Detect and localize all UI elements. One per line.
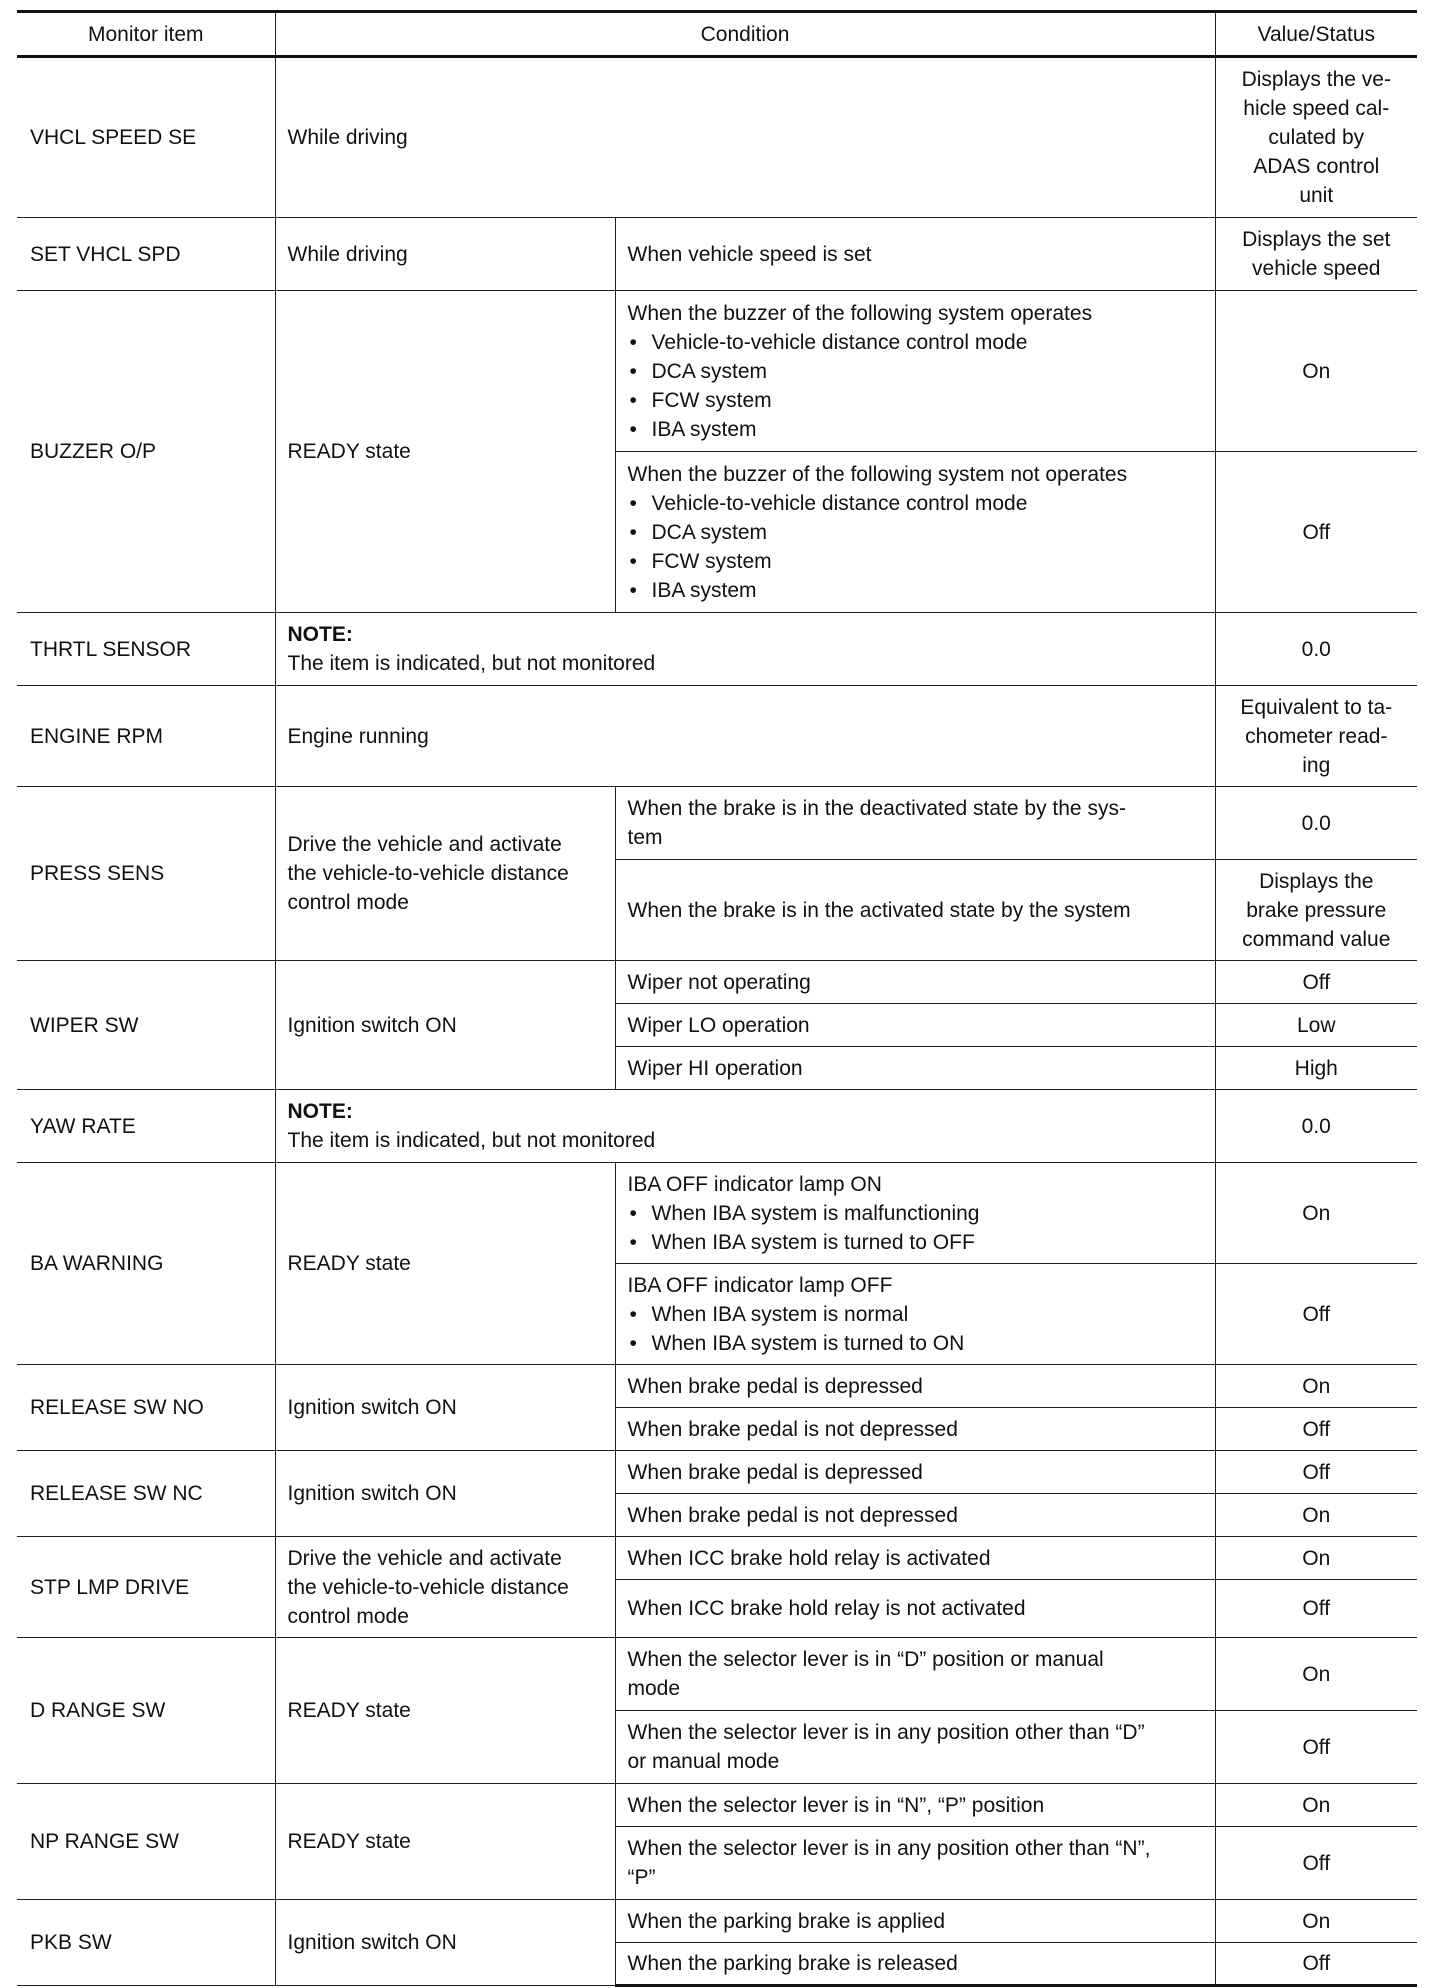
condition-cell: Ignition switch ON [275, 1451, 615, 1537]
subcondition-cell: When brake pedal is not depressed [615, 1494, 1215, 1537]
value-line: vehicle speed [1252, 257, 1381, 280]
value-cell [1215, 218, 1417, 291]
monitor-item-cell: BUZZER O/P [17, 291, 275, 613]
table-row-thrtl-sensor [17, 613, 1417, 686]
bullet-item: • Vehicle-to-vehicle distance control mode [628, 328, 1203, 357]
value-line: unit [1299, 184, 1334, 207]
table-row-np-range-sw [17, 1784, 1417, 1827]
value-line: hicle speed cal- [1243, 97, 1390, 120]
value-cell: 0.0 [1215, 1090, 1417, 1163]
value-cell: Off [1215, 961, 1417, 1004]
subcondition-cell [615, 1638, 1215, 1711]
value-cell: On [1215, 1900, 1417, 1943]
note-text: The item is indicated, but not monitored [287, 1129, 656, 1152]
table-row-buzzer-op [17, 291, 1417, 452]
subcondition-cell [615, 1711, 1215, 1784]
monitor-item-cell: SET VHCL SPD [17, 218, 275, 291]
monitor-item-cell: D RANGE SW [17, 1638, 275, 1784]
bullet-item: • When IBA system is normal [628, 1300, 1203, 1329]
subcondition-intro: When the buzzer of the following system not operates [627, 462, 1128, 486]
value-cell: Off [1215, 1451, 1417, 1494]
subcondition-cell: When vehicle speed is set [615, 218, 1215, 291]
condition-line: control mode [287, 891, 409, 914]
value-cell: Low [1215, 1004, 1417, 1047]
subcondition-cell: When brake pedal is not depressed [615, 1408, 1215, 1451]
subcondition-cell: When the parking brake is released [615, 1943, 1215, 1986]
value-line: Displays the set [1242, 228, 1391, 251]
condition-cell: While driving [275, 57, 1215, 218]
bullet-list [628, 328, 1203, 444]
monitor-item-cell: YAW RATE [17, 1090, 275, 1163]
table-row-wiper-sw [17, 961, 1417, 1004]
subcondition-cell [615, 787, 1215, 860]
subcondition-cell: When the parking brake is applied [615, 1900, 1215, 1943]
subcondition-cell: When the brake is in the activated state by the system [615, 860, 1215, 961]
value-line: Displays the [1259, 869, 1374, 893]
subcondition-cell: Wiper HI operation [615, 1047, 1215, 1090]
bullet-item: • FCW system [628, 386, 1203, 415]
monitor-table-container [17, 10, 1417, 1987]
bullet-item: • When IBA system is turned to OFF [628, 1228, 1203, 1257]
monitor-item-cell: BA WARNING [17, 1163, 275, 1365]
condition-cell: READY state [275, 1784, 615, 1900]
subcondition-line: When the selector lever is in “D” position or manual [627, 1648, 1104, 1671]
subcondition-cell: When brake pedal is depressed [615, 1365, 1215, 1408]
bullet-item: • IBA system [628, 576, 1203, 605]
table-row-yaw-rate [17, 1090, 1417, 1163]
subcondition-line: mode [627, 1677, 681, 1700]
condition-line: the vehicle-to-vehicle distance [287, 1575, 569, 1599]
note-cell [275, 1090, 1215, 1163]
monitor-item-table [17, 10, 1417, 1987]
subcondition-cell [615, 1264, 1215, 1365]
subcondition-line: or manual mode [627, 1750, 780, 1773]
value-line: chometer read- [1245, 724, 1388, 748]
value-cell: On [1215, 1494, 1417, 1537]
subcondition-cell: When the selector lever is in “N”, “P” position [615, 1784, 1215, 1827]
value-cell: Off [1215, 1711, 1417, 1784]
subcondition-cell [615, 291, 1215, 452]
bullet-item: • FCW system [628, 547, 1203, 576]
value-cell: On [1215, 1784, 1417, 1827]
table-row-stp-lmp-drive [17, 1537, 1417, 1580]
condition-cell: Ignition switch ON [275, 1365, 615, 1451]
value-line: command value [1242, 927, 1391, 951]
subcondition-cell [615, 1163, 1215, 1264]
condition-cell [275, 787, 615, 961]
bullet-item: • When IBA system is turned to ON [628, 1329, 1203, 1358]
table-row-release-sw-no [17, 1365, 1417, 1408]
bullet-item: • IBA system [628, 415, 1203, 444]
value-cell: On [1215, 1163, 1417, 1264]
subcondition-cell: Wiper not operating [615, 961, 1215, 1004]
monitor-item-cell: STP LMP DRIVE [17, 1537, 275, 1638]
value-cell [1215, 57, 1417, 218]
table-row-vhcl-speed-se [17, 57, 1417, 218]
header-value-status: Value/Status [1215, 12, 1417, 57]
table-row-ba-warning [17, 1163, 1417, 1264]
value-cell: On [1215, 291, 1417, 452]
subcondition-intro: When the buzzer of the following system operates [627, 301, 1093, 325]
subcondition-intro: IBA OFF indicator lamp ON [627, 1172, 882, 1196]
subcondition-line: When the selector lever is in any position other than “D” [627, 1721, 1145, 1744]
condition-cell: Ignition switch ON [275, 961, 615, 1090]
monitor-item-cell: RELEASE SW NO [17, 1365, 275, 1451]
subcondition-cell: When brake pedal is depressed [615, 1451, 1215, 1494]
bullet-list [628, 1300, 1203, 1358]
value-cell: Off [1215, 1580, 1417, 1638]
monitor-item-cell: RELEASE SW NC [17, 1451, 275, 1537]
value-line: brake pressure [1246, 898, 1387, 922]
subcondition-intro: IBA OFF indicator lamp OFF [627, 1273, 893, 1297]
bullet-list [628, 489, 1203, 605]
monitor-item-cell: THRTL SENSOR [17, 613, 275, 686]
condition-line: Drive the vehicle and activate [287, 833, 562, 856]
condition-cell: READY state [275, 291, 615, 613]
value-line: Displays the ve- [1241, 68, 1391, 91]
monitor-item-cell: NP RANGE SW [17, 1784, 275, 1900]
subcondition-line: When the brake is in the deactivated state by the sys- [627, 797, 1126, 820]
monitor-item-cell: VHCL SPEED SE [17, 57, 275, 218]
table-row-engine-rpm [17, 686, 1417, 787]
condition-cell [275, 1537, 615, 1638]
note-cell [275, 613, 1215, 686]
subcondition-cell: When ICC brake hold relay is activated [615, 1537, 1215, 1580]
bullet-item: • DCA system [628, 518, 1203, 547]
table-row-set-vhcl-spd [17, 218, 1417, 291]
table-row-pkb-sw [17, 1900, 1417, 1943]
condition-cell: While driving [275, 218, 615, 291]
value-line: Equivalent to ta- [1240, 695, 1393, 719]
value-line: ADAS control [1253, 155, 1380, 178]
condition-cell: Ignition switch ON [275, 1900, 615, 1986]
value-line: ing [1302, 753, 1331, 777]
bullet-item: • Vehicle-to-vehicle distance control mode [628, 489, 1203, 518]
value-line: culated by [1268, 126, 1365, 149]
subcondition-line: “P” [627, 1866, 656, 1889]
table-row-press-sens [17, 787, 1417, 860]
header-condition: Condition [275, 12, 1215, 57]
subcondition-line: When the selector lever is in any position other than “N”, [627, 1837, 1151, 1860]
note-label: NOTE: [287, 1100, 353, 1123]
value-cell [1215, 860, 1417, 961]
condition-line: control mode [287, 1604, 409, 1628]
subcondition-line: tem [627, 826, 663, 849]
value-cell: On [1215, 1638, 1417, 1711]
note-text: The item is indicated, but not monitored [287, 652, 656, 675]
value-cell: Off [1215, 1827, 1417, 1900]
header-monitor-item: Monitor item [17, 12, 275, 57]
subcondition-cell: When ICC brake hold relay is not activated [615, 1580, 1215, 1638]
value-cell: Off [1215, 1264, 1417, 1365]
subcondition-cell [615, 1827, 1215, 1900]
bullet-list [628, 1199, 1203, 1257]
value-cell [1215, 686, 1417, 787]
value-cell: On [1215, 1365, 1417, 1408]
monitor-item-cell: PKB SW [17, 1900, 275, 1986]
subcondition-cell [615, 452, 1215, 613]
value-cell: Off [1215, 452, 1417, 613]
value-cell: 0.0 [1215, 613, 1417, 686]
bullet-item: • When IBA system is malfunctioning [628, 1199, 1203, 1228]
table-row-release-sw-nc [17, 1451, 1417, 1494]
condition-line: the vehicle-to-vehicle distance [287, 862, 569, 885]
value-cell: High [1215, 1047, 1417, 1090]
bullet-item: • DCA system [628, 357, 1203, 386]
value-cell: 0.0 [1215, 787, 1417, 860]
value-cell: On [1215, 1537, 1417, 1580]
condition-cell: READY state [275, 1163, 615, 1365]
table-row-d-range-sw [17, 1638, 1417, 1711]
condition-cell: Engine running [275, 686, 1215, 787]
value-cell: Off [1215, 1408, 1417, 1451]
monitor-item-cell: WIPER SW [17, 961, 275, 1090]
condition-cell: READY state [275, 1638, 615, 1784]
monitor-item-cell: PRESS SENS [17, 787, 275, 961]
subcondition-cell: Wiper LO operation [615, 1004, 1215, 1047]
condition-line: Drive the vehicle and activate [287, 1546, 562, 1570]
value-cell: Off [1215, 1943, 1417, 1986]
monitor-item-cell: ENGINE RPM [17, 686, 275, 787]
note-label: NOTE: [287, 623, 353, 646]
table-header-row [17, 12, 1417, 57]
